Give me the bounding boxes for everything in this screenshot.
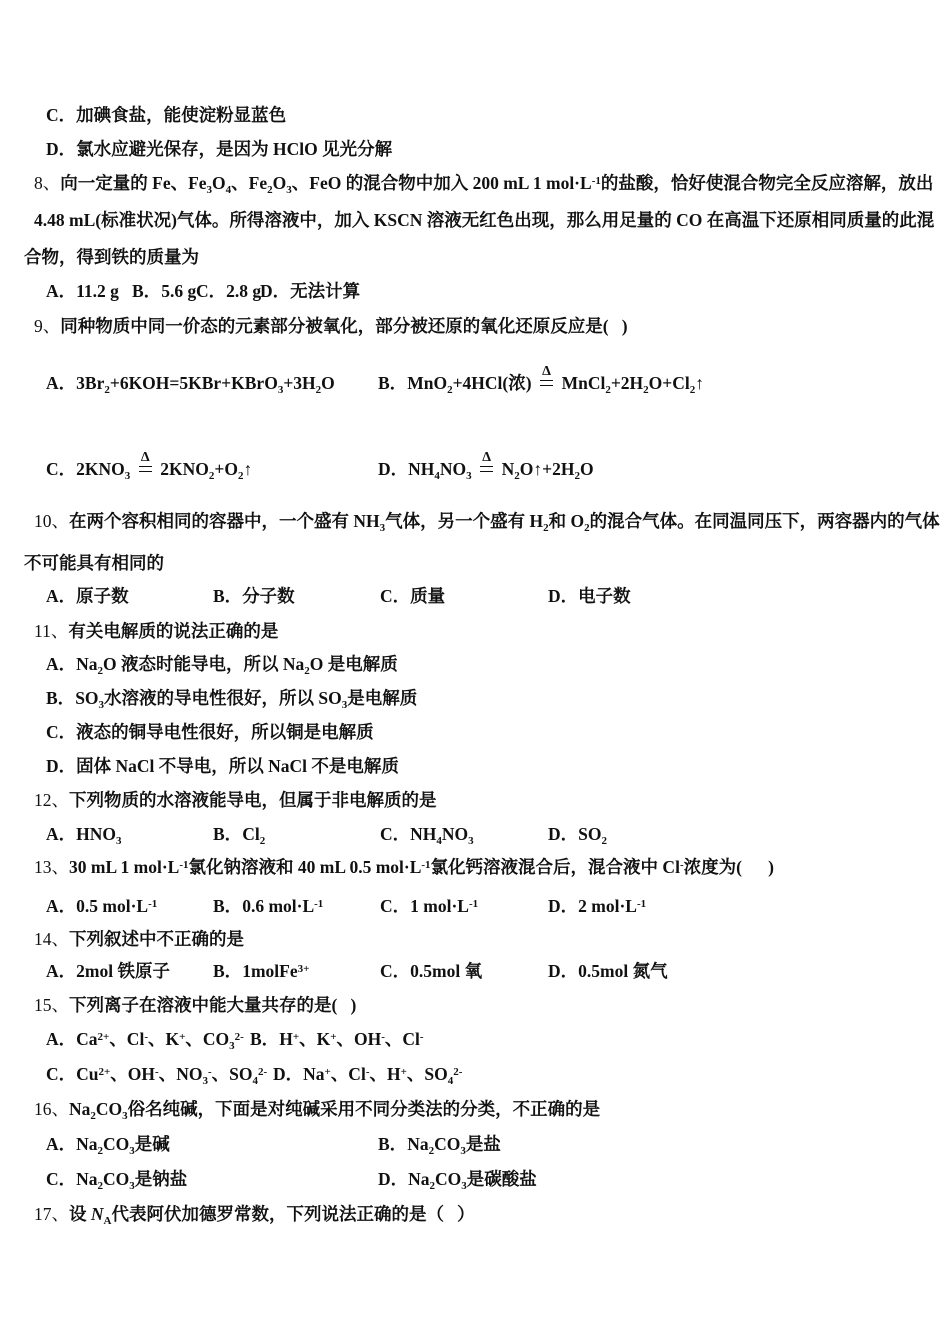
option-d [548,823,607,845]
option-b [46,687,417,709]
option-label: C． [380,824,411,844]
equation-text: $3Br_2+6KOH=5KBr+KBrO_3+3H_2O$ [76,373,335,396]
option-text: $HNO_3$ [76,824,122,847]
question-12-stem-text: 下列物质的水溶液能导电，但属于非电解质的是 [69,790,437,810]
option-text: 2.8 g [226,281,262,301]
option-label: C． [46,105,77,125]
option-c [380,895,478,917]
option-text: $Na_2CO_3$是盐 [407,1134,501,1157]
question-8-stem-text: 4.48 mL(标准状况)气体。所得溶液中，加入 KSCN 溶液无红色出现，那么用足量的 CO 在高温下还原相同质量的此混 [34,210,935,230]
option-label: D． [548,586,579,606]
question-14-stem-text: 下列叙述中不正确的是 [69,929,244,949]
option-b [213,585,295,607]
question-8-stem-line-3 [24,246,950,268]
question-17-stem [34,1203,950,1225]
option-label: B． [378,373,408,393]
option-text: $Na_2CO_3$是碱 [76,1134,170,1157]
option-text: 11.2 g [76,281,119,301]
option-label: D． [260,281,291,301]
question-13-stem-text: 30 mL 1 $mol\cdot L^{-1}$氯化钠溶液和 40 mL 0.5 $mol\cdot L^{-1}$氯化钙溶液混合后，混合液中 Cl-浓度为( ) [69,857,775,877]
option-text: 0.6 $mol\cdot L^{-1}$ [242,896,324,916]
delta-glyph: Δ [542,364,551,379]
question-14-stem [34,928,950,950]
question-10-stem-line-2 [24,552,950,574]
option-text: 0.5mol 氧 [410,961,483,981]
option-a [46,585,129,607]
question-15-stem-text: 下列离子在溶液中能大量共存的是( ) [69,995,357,1015]
option-label: A． [46,961,77,981]
option-d [260,280,360,302]
equation-left: $2KNO_3$ [76,459,131,482]
question-9-number: 9、 [34,316,61,336]
option-label: B． [250,1029,280,1049]
option-text: 加碘食盐，能使淀粉显蓝色 [76,105,287,125]
question-8-stem-text: 合物，得到铁的质量为 [24,247,199,267]
question-12-number: 12、 [34,790,69,810]
option-a [46,960,170,982]
question-10-stem-line-1 [34,510,950,532]
question-16-stem [34,1098,950,1120]
option-label: D． [273,1064,304,1084]
question-9-stem [34,315,950,337]
option-a [46,280,119,302]
option-text: Na+、Cl-、H+、$SO_4^{2-}$ [303,1064,463,1087]
option-c [380,960,482,982]
option-label: B． [46,688,76,708]
option-label: D． [378,1169,409,1189]
option-text: 1 $mol\cdot L^{-1}$ [410,896,479,916]
option-a [46,1133,170,1155]
option-d [46,755,399,777]
option-label: A． [46,586,77,606]
option-text: H+、K+、OH-、Cl- [279,1029,424,1049]
option-d [548,585,631,607]
equation-right: $MnCl_2+2H_2O+Cl_2↑$ [561,373,704,396]
option-label: C． [196,281,227,301]
option-text: 质量 [410,586,446,606]
equation-left: $NH_4NO_3$ [408,459,472,482]
option-text: $Na_2O$ 液态时能导电，所以 $Na_2O$ 是电解质 [76,654,398,677]
option-label: A． [46,824,77,844]
equation-right: $N_2O↑+2H_2O$ [501,459,594,482]
heat-condition-icon [534,364,560,389]
equals-double-line [540,380,553,386]
option-text: 固体 NaCl 不导电，所以 NaCl 不是电解质 [76,756,399,776]
option-text: $NH_4NO_3$ [410,824,474,847]
option-label: C． [46,1169,77,1189]
question-16-number: 16、 [34,1099,69,1119]
question-10-stem-text: 在两个容积相同的容器中，一个盛有 $NH_3$气体，另一个盛有 $H_2$和 $O_2$的混合气体。在同温同压下，两容器内的气体 [69,511,940,534]
question-8-stem-line-2 [34,209,950,231]
equals-double-line [139,466,152,472]
option-text: 氯水应避光保存，是因为 HClO 见光分解 [76,139,393,159]
question-15-number: 15、 [34,995,69,1015]
question-13-stem [34,856,950,878]
option-b [378,1133,501,1155]
option-text: 液态的铜导电性很好，所以铜是电解质 [76,722,374,742]
option-c [46,1168,187,1190]
question-10-number: 10、 [34,511,69,531]
option-a [46,1028,244,1050]
option-b [132,280,196,302]
option-label: D． [46,139,77,159]
option-b [250,1028,424,1050]
option-label: A． [46,373,77,393]
question-11-stem-text: 有关电解质的说法正确的是 [68,621,279,641]
option-label: C． [380,961,411,981]
option-label: B． [213,896,243,916]
option-label: C． [380,586,411,606]
equals-double-line [480,466,493,472]
option-label: D． [548,961,579,981]
option-text: $SO_2$ [578,824,607,847]
delta-glyph: Δ [140,450,150,465]
option-b [378,364,704,396]
question-8-stem-text: 向一定量的 Fe、$Fe_3O_4$、$Fe_2O_3$、FeO 的混合物中加入 200 mL 1 $mol\cdot L^{-1}$的盐酸，恰好使混合物完全反应溶解，放出 [60,173,934,196]
option-label: C． [46,459,77,479]
option-c [196,280,261,302]
option-text: 分子数 [242,586,295,606]
question-8-number: 8、 [34,173,61,193]
option-label: D． [548,824,579,844]
option-text: 5.6 g [161,281,197,301]
option-c [46,450,253,482]
option-label: D． [548,896,579,916]
option-a [46,372,335,394]
option-d [378,450,594,482]
option-text: $SO_3$水溶液的导电性很好，所以 $SO_3$是电解质 [75,688,418,711]
question-11-number: 11、 [34,621,69,641]
option-text: $Na_2CO_3$是钠盐 [76,1169,188,1192]
option-c [46,104,286,126]
option-label: A． [46,1134,77,1154]
option-label: B． [378,1134,408,1154]
option-label: B． [213,586,243,606]
option-label: C． [46,1064,77,1084]
option-c [380,823,474,845]
question-12-stem [34,789,950,811]
heat-condition-icon [132,450,158,475]
option-label: A． [46,281,77,301]
option-text: 1molFe$^{3+}$ [242,961,310,981]
question-13-number: 13、 [34,857,69,877]
option-text: 0.5mol 氮气 [578,961,668,981]
option-c [46,721,374,743]
option-label: D． [46,756,77,776]
option-text: $Cl_2$ [242,824,266,847]
option-d [378,1168,537,1190]
option-text: 电子数 [578,586,631,606]
equation-left: MnO$_2$+4HCl(浓) [407,373,532,396]
question-11-stem [34,620,950,642]
option-label: D． [378,459,409,479]
question-9-stem-text: 同种物质中同一价态的元素部分被氧化，部分被还原的氧化还原反应是( ) [60,316,628,336]
option-text: 2 $mol\cdot L^{-1}$ [578,896,647,916]
option-label: B． [132,281,162,301]
option-c [380,585,445,607]
question-10-stem-text: 不可能具有相同的 [24,553,164,573]
option-label: B． [213,824,243,844]
question-8-stem-line-1 [34,172,950,194]
question-14-number: 14、 [34,929,69,949]
option-d [273,1063,462,1085]
option-text: $Na_2CO_3$是碳酸盐 [408,1169,537,1192]
option-text: 原子数 [76,586,129,606]
option-b [213,823,265,845]
option-d [46,138,392,160]
option-label: A． [46,1029,77,1049]
option-label: A． [46,654,77,674]
option-d [548,895,646,917]
question-15-stem [34,994,950,1016]
option-b [213,895,323,917]
question-16-stem-text: $Na_2CO_3$俗名纯碱，下面是对纯碱采用不同分类法的分类，不正确的是 [69,1099,601,1122]
option-d [548,960,668,982]
option-text: 2mol 铁原子 [76,961,170,981]
option-label: C． [380,896,411,916]
option-a [46,895,157,917]
option-c [46,1063,267,1085]
heat-condition-icon [474,450,500,475]
equation-right: $2KNO_2+O_2↑$ [160,459,253,482]
option-a [46,653,398,675]
question-17-stem-text: 设 $N_A$代表阿伏加德罗常数，下列说法正确的是（ ） [69,1204,475,1227]
option-text: 无法计算 [290,281,361,301]
option-label: B． [213,961,243,981]
option-b [213,960,309,982]
option-text: $Ca^{2+}$、Cl-、K+、$CO_3^{2-}$ [76,1029,244,1052]
option-a [46,823,122,845]
option-label: A． [46,896,77,916]
delta-glyph: Δ [482,450,492,465]
option-text: $Cu^{2+}$、OH-、$NO_3^-$、$SO_4^{2-}$ [76,1064,268,1087]
option-label: C． [46,722,77,742]
question-17-number: 17、 [34,1204,69,1224]
option-text: 0.5 $mol\cdot L^{-1}$ [76,896,158,916]
